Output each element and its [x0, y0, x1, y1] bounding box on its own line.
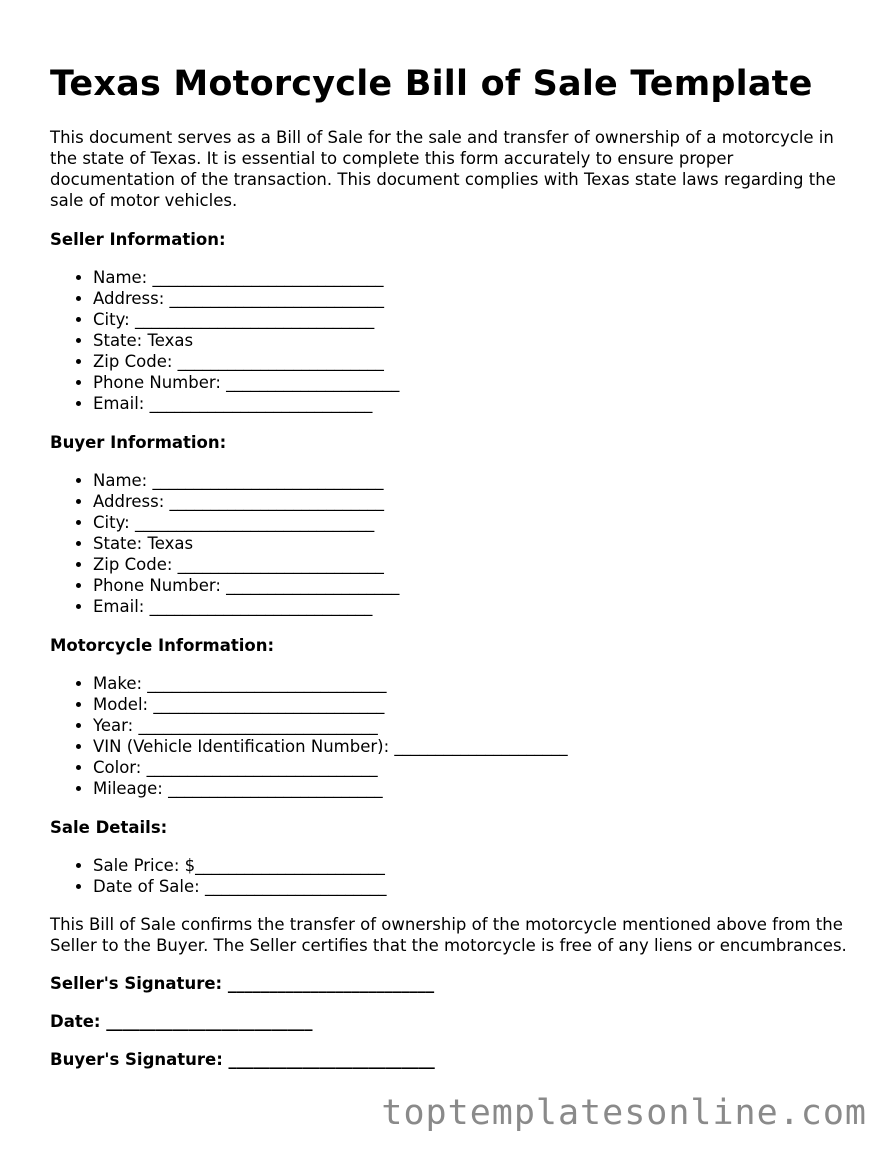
seller-email-field: • Email: ___________________________: [93, 393, 850, 414]
seller-section-heading: Seller Information:: [50, 230, 226, 249]
motorcycle-make-field: • Make: _____________________________: [93, 673, 850, 694]
page-title: Texas Motorcycle Bill of Sale Template: [50, 64, 813, 104]
buyer-name-field: • Name: ____________________________: [93, 470, 850, 491]
signature-date-line: Date: _________________________: [50, 1012, 313, 1031]
seller-fields-list: [50, 267, 850, 414]
seller-zip-field: • Zip Code: _________________________: [93, 351, 850, 372]
buyer-city-field: • City: _____________________________: [93, 512, 850, 533]
intro-paragraph: This document serves as a Bill of Sale for the sale and transfer of ownership of a motorcycle in the state of Texas. It is essential to complete this form accurately to ensure proper documentation of the transaction. This document complies with Texas state laws regarding the sale of motor vehicles.: [50, 128, 836, 210]
motorcycle-model-field: • Model: ____________________________: [93, 694, 850, 715]
watermark-text: toptemplatesonline.com: [381, 1093, 867, 1133]
buyer-state-field: • State: Texas: [93, 533, 850, 554]
seller-state-field: • State: Texas: [93, 330, 850, 351]
sale-fields-list: [50, 855, 850, 897]
motorcycle-fields-list: [50, 673, 850, 799]
motorcycle-year-field: • Year: _____________________________: [93, 715, 850, 736]
motorcycle-mileage-field: • Mileage: __________________________: [93, 778, 850, 799]
sale-date-field: • Date of Sale: ______________________: [93, 876, 850, 897]
buyer-fields-list: [50, 470, 850, 617]
motorcycle-section-heading: Motorcycle Information:: [50, 636, 275, 655]
closing-paragraph: This Bill of Sale confirms the transfer of ownership of the motorcycle mentioned above from the Seller to the Buyer. The Seller certifies that the motorcycle is free of any liens or encumbrances.: [50, 915, 847, 955]
buyer-zip-field: • Zip Code: _________________________: [93, 554, 850, 575]
sale-section-heading: Sale Details:: [50, 818, 168, 837]
buyer-section-heading: Buyer Information:: [50, 433, 227, 452]
motorcycle-vin-field: • VIN (Vehicle Identification Number): _____________________: [93, 736, 850, 757]
buyer-phone-field: • Phone Number: _____________________: [93, 575, 850, 596]
buyer-address-field: • Address: __________________________: [93, 491, 850, 512]
document-page: [50, 0, 850, 1070]
seller-address-field: • Address: __________________________: [93, 288, 850, 309]
buyer-email-field: • Email: ___________________________: [93, 596, 850, 617]
seller-signature-line: Seller's Signature: _________________________: [50, 974, 435, 993]
seller-name-field: • Name: ____________________________: [93, 267, 850, 288]
sale-price-field: • Sale Price: $_______________________: [93, 855, 850, 876]
seller-city-field: • City: _____________________________: [93, 309, 850, 330]
buyer-signature-line: Buyer's Signature: _________________________: [50, 1050, 435, 1069]
motorcycle-color-field: • Color: ____________________________: [93, 757, 850, 778]
seller-phone-field: • Phone Number: _____________________: [93, 372, 850, 393]
